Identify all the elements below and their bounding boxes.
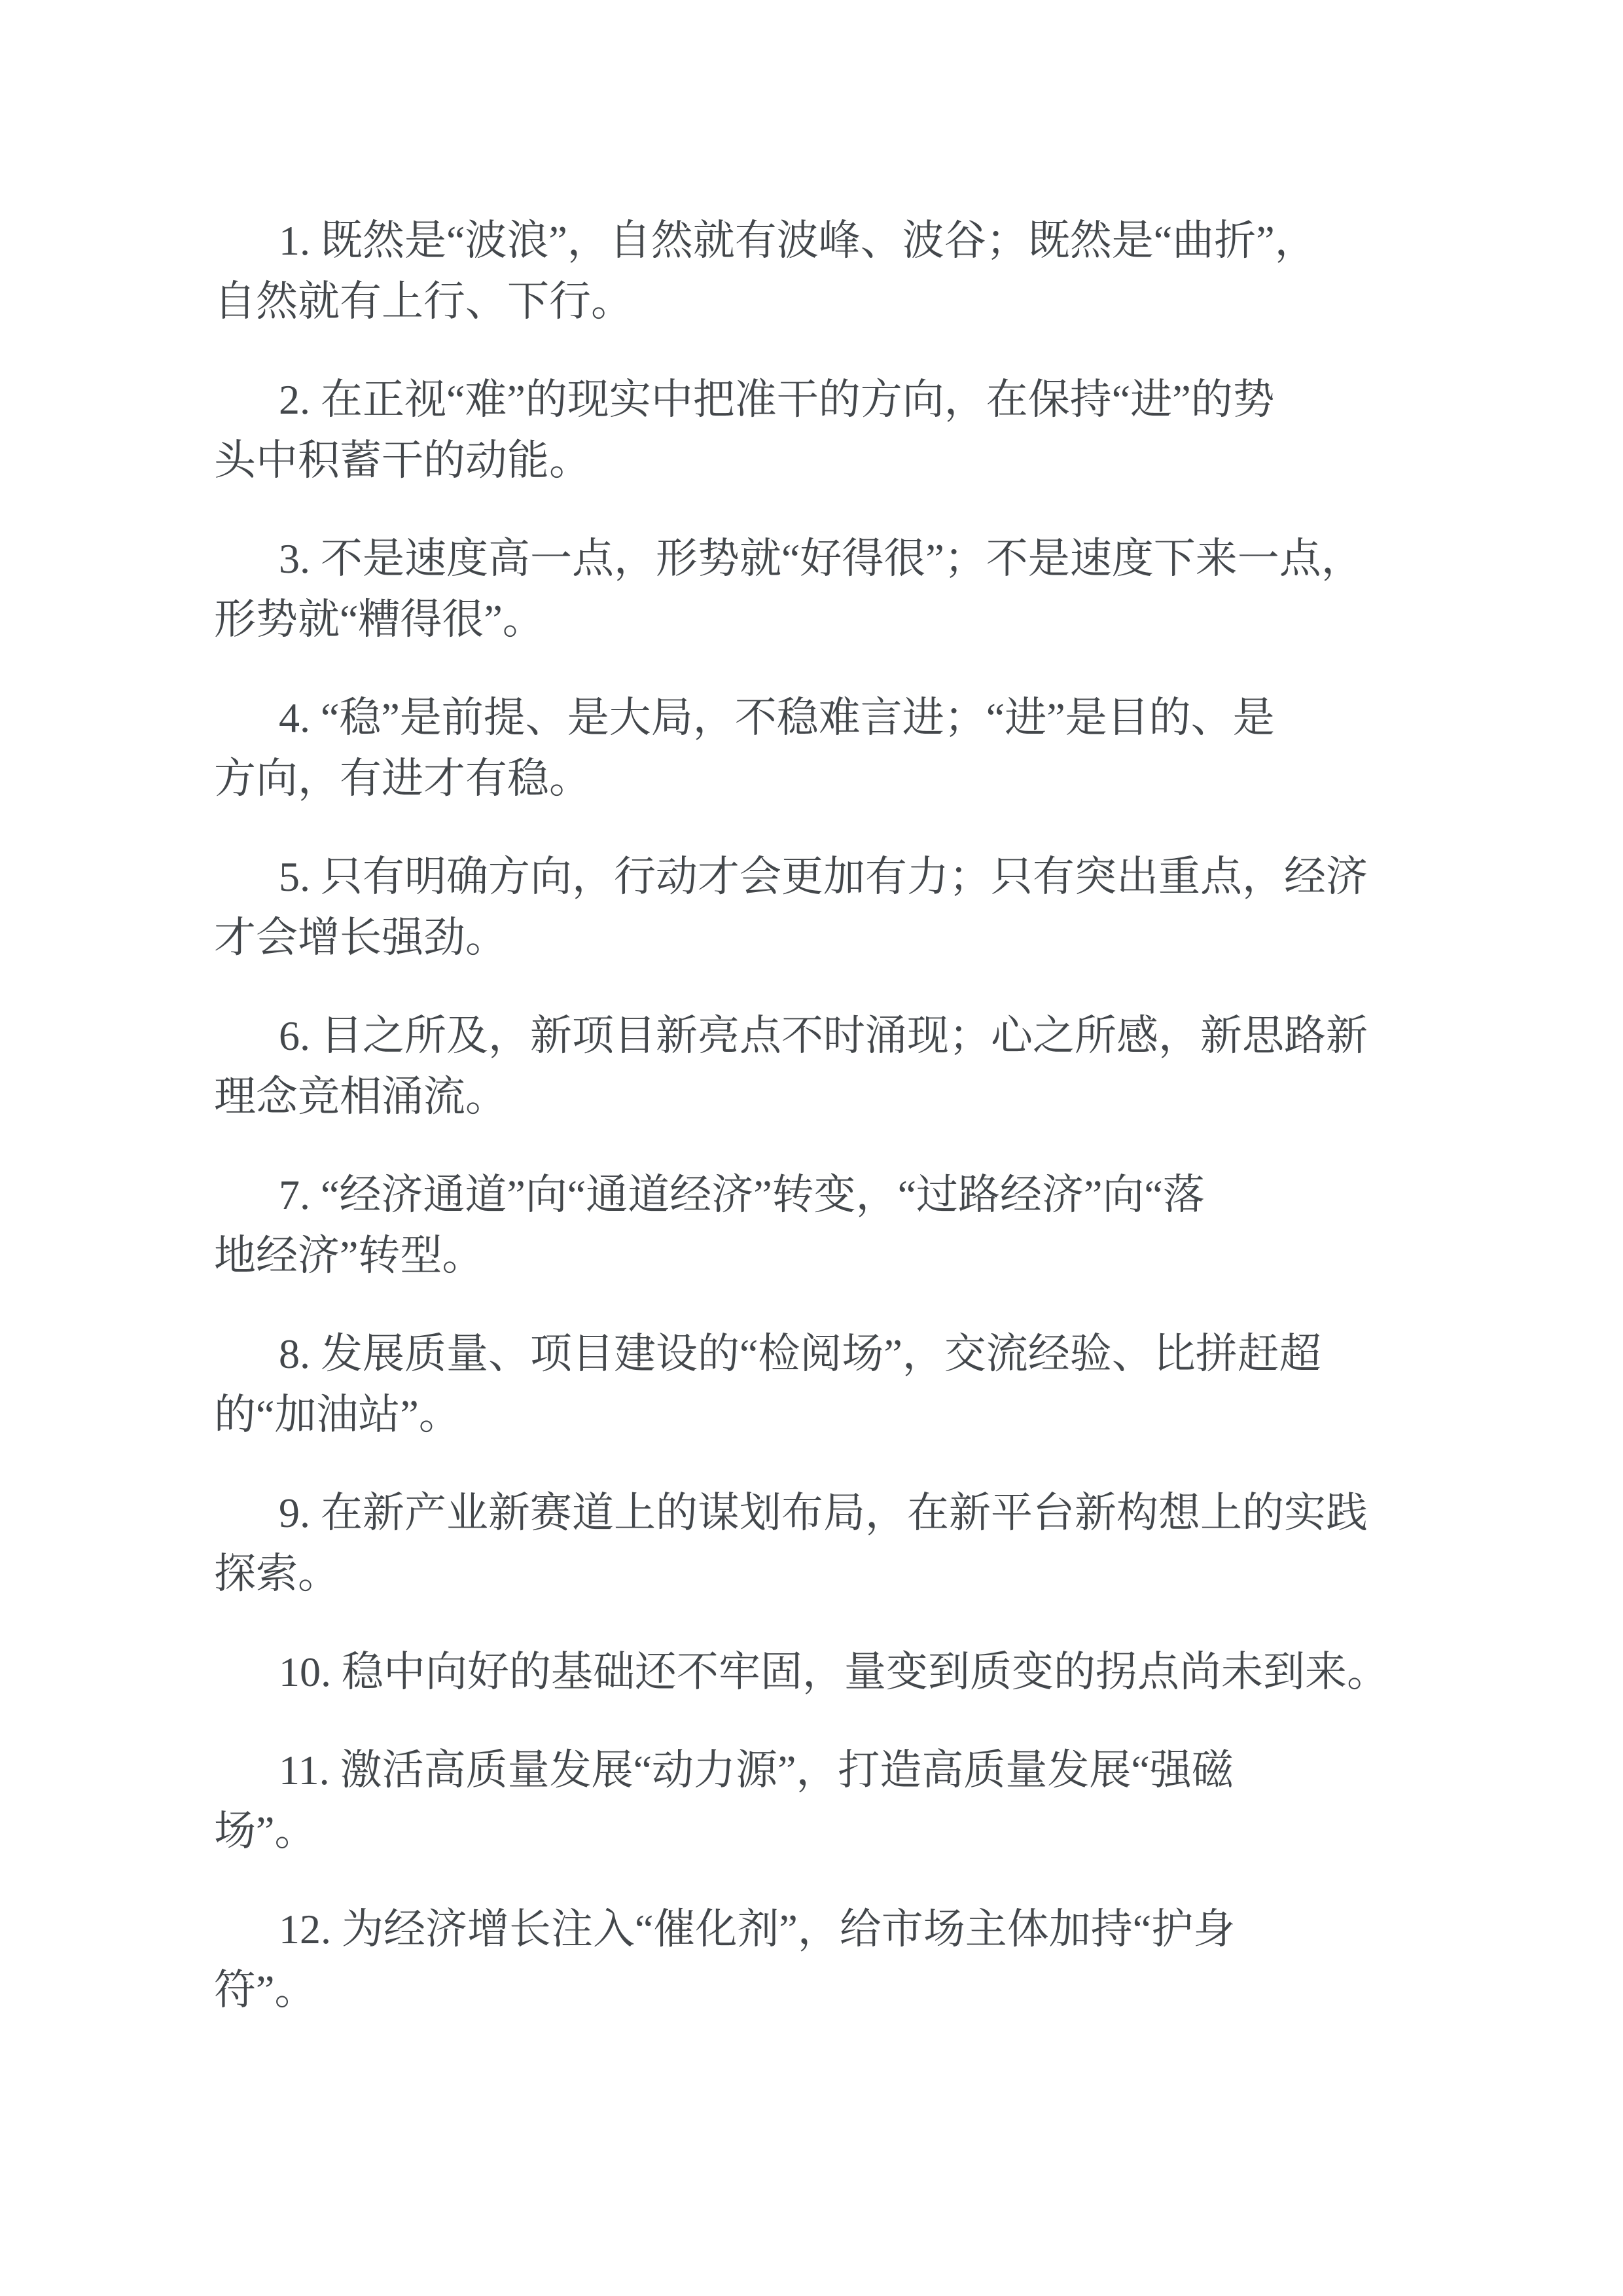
list-item-2 (214, 369, 1441, 491)
list-item-7 (214, 1164, 1441, 1286)
list-item-line: 才会增长强劲。 (214, 914, 507, 961)
list-item-line: 方向，有进才有稳。 (214, 755, 591, 802)
list-item-12 (214, 1899, 1441, 2020)
list-item-5 (214, 846, 1441, 968)
list-item-10 (214, 1641, 1441, 1702)
list-item-line: 形势就“糟得很”。 (214, 596, 544, 643)
document-text-block (214, 210, 1441, 2058)
list-item-line: 头中积蓄干的动能。 (214, 437, 591, 484)
list-item-line: 1. 既然是“波浪”，自然就有波峰、波谷；既然是“曲折”， (279, 217, 1317, 264)
list-item-6 (214, 1005, 1441, 1127)
list-item-line: 9. 在新产业新赛道上的谋划布局，在新平台新构想上的实践 (279, 1490, 1368, 1536)
list-item-line: 4. “稳”是前提、是大局，不稳难言进；“进”是目的、是 (279, 694, 1275, 741)
list-item-line: 探索。 (214, 1551, 340, 1597)
list-item-line: 8. 发展质量、项目建设的“检阅场”，交流经验、比拼赶超 (279, 1331, 1321, 1377)
list-item-line: 场”。 (214, 1808, 317, 1854)
list-item-4 (214, 687, 1441, 809)
list-item-line: 自然就有上行、下行。 (214, 278, 633, 325)
list-item-line: 2. 在正视“难”的现实中把准干的方向，在保持“进”的势 (279, 376, 1275, 423)
list-item-9 (214, 1482, 1441, 1604)
list-item-1 (214, 210, 1441, 332)
list-item-line: 12. 为经济增长注入“催化剂”，给市场主体加持“护身 (279, 1906, 1236, 1952)
list-item-8 (214, 1323, 1441, 1445)
list-item-line: 11. 激活高质量发展“动力源”，打造高质量发展“强磁 (279, 1747, 1234, 1793)
list-item-line: 6. 目之所及，新项目新亮点不时涌现；心之所感，新思路新 (279, 1013, 1368, 1059)
list-item-11 (214, 1740, 1441, 1861)
list-item-line: 地经济”转型。 (214, 1232, 484, 1279)
list-item-3 (214, 528, 1441, 650)
list-item-line: 5. 只有明确方向，行动才会更加有力；只有突出重点，经济 (279, 853, 1368, 900)
list-item-line: 的“加油站”。 (214, 1391, 461, 1438)
list-item-line: 7. “经济通道”向“通道经济”转变，“过路经济”向“落 (279, 1172, 1205, 1218)
list-item-line: 理念竞相涌流。 (214, 1073, 507, 1120)
list-item-line: 符”。 (214, 1967, 317, 2013)
list-item-line: 3. 不是速度高一点，形势就“好得很”；不是速度下来一点， (279, 535, 1363, 582)
list-item-line: 10. 稳中向好的基础还不牢固，量变到质变的拐点尚未到来。 (279, 1649, 1389, 1695)
